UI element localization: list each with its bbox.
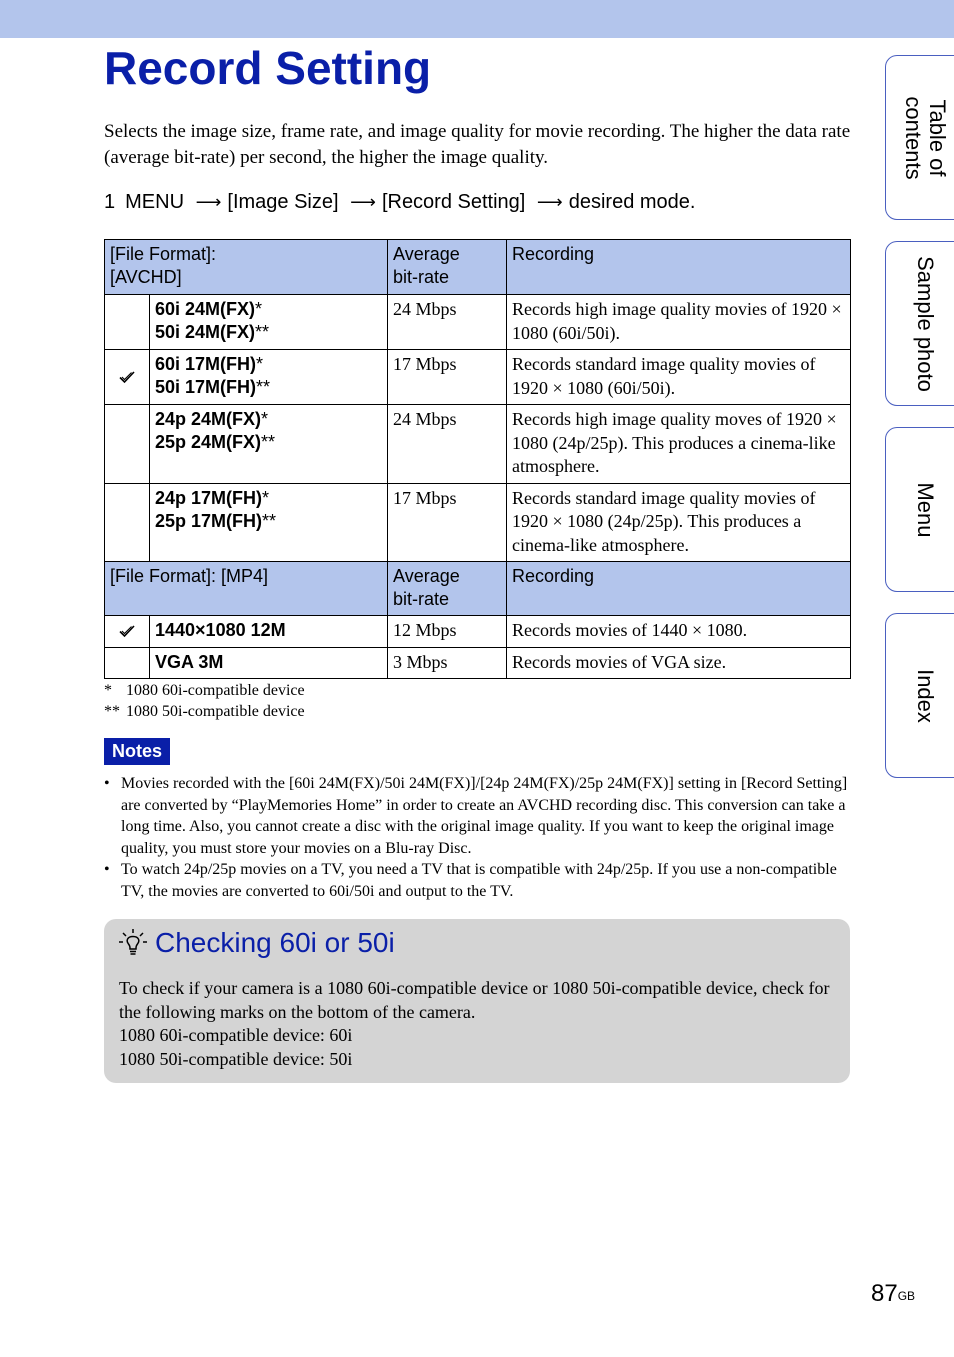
tab-menu[interactable]: Menu xyxy=(885,427,954,592)
description-cell: Records standard image quality movies of 1920 × 1080 (24p/25p). This produces a cinema-like atmosphere. xyxy=(507,483,851,562)
bitrate-cell: 3 Mbps xyxy=(388,647,507,679)
notes-list xyxy=(104,773,850,902)
checkmark-icon xyxy=(119,370,135,384)
default-mark-cell xyxy=(105,295,150,350)
default-mark-cell xyxy=(105,405,150,484)
step-desired-mode: desired mode. xyxy=(568,191,696,213)
table-header-avchd xyxy=(105,240,851,295)
header-bitrate: Average bit-rate xyxy=(388,562,507,616)
top-color-bar xyxy=(0,0,954,38)
note-item: • Movies recorded with the [60i 24M(FX)/50i 24M(FX)]/[24p 24M(FX)/25p 24M(FX)] setting in [Record Setting] are converted by “PlayMemories Home” in order to create an AVCHD recording disc. This conversion can take a long time. Also, you cannot create a disc with the original image quality. If you want to keep the original image quality, you must store your movies on a Blu-ray Disc. xyxy=(104,773,850,859)
tip-box xyxy=(104,919,850,1083)
mode-cell: 60i 17M(FH)* 50i 17M(FH)** xyxy=(150,350,388,405)
mode-cell: 24p 17M(FH)* 25p 17M(FH)** xyxy=(150,483,388,562)
tip-body: To check if your camera is a 1080 60i-compatible device or 1080 50i-compatible device, check for the following marks on the bottom of the camera. 1080 60i-compatible device: 60i 1080 50i-compatible device: 50i xyxy=(119,978,830,1069)
arrow-right-icon: ⟶ xyxy=(536,192,563,212)
lightbulb-icon xyxy=(118,928,148,958)
header-file-format-avchd: [File Format]: [AVCHD] xyxy=(105,240,388,295)
description-cell: Records high image quality movies of 1920 × 1080 (60i/50i). xyxy=(507,295,851,350)
description-cell: Records movies of 1440 × 1080. xyxy=(507,616,851,648)
description-cell: Records standard image quality movies of 1920 × 1080 (60i/50i). xyxy=(507,350,851,405)
arrow-right-icon: ⟶ xyxy=(350,192,376,212)
mode-cell: VGA 3M xyxy=(150,647,388,679)
page-title: Record Setting xyxy=(104,42,432,94)
footnotes xyxy=(104,680,305,722)
default-mark-cell xyxy=(105,616,150,648)
record-setting-table xyxy=(104,239,851,679)
footnote-60i: * 1080 60i-compatible device xyxy=(104,682,305,699)
default-mark-cell xyxy=(105,483,150,562)
bitrate-cell: 24 Mbps xyxy=(388,295,507,350)
mode-cell: 1440×1080 12M xyxy=(150,616,388,648)
intro-paragraph: Selects the image size, frame rate, and image quality for movie recording. The higher the data rate (average bit-rate) per second, the higher the image quality. xyxy=(104,121,851,168)
arrow-right-icon: ⟶ xyxy=(195,192,222,212)
bitrate-cell: 24 Mbps xyxy=(388,405,507,484)
table-row xyxy=(105,295,851,350)
step-number: 1 xyxy=(104,191,116,213)
mode-cell: 60i 24M(FX)* 50i 24M(FX)** xyxy=(150,295,388,350)
bitrate-cell: 12 Mbps xyxy=(388,616,507,648)
header-bitrate: Average bit-rate xyxy=(388,240,507,295)
mode-cell: 24p 24M(FX)* 25p 24M(FX)** xyxy=(150,405,388,484)
tab-sample-photo[interactable]: Sample photo xyxy=(885,241,954,406)
note-item: • To watch 24p/25p movies on a TV, you need a TV that is compatible with 24p/25p. If you use a non-compatible TV, the movies are converted to 60i/50i and output to the TV. xyxy=(104,859,850,902)
table-header-mp4 xyxy=(105,562,851,616)
page-number: $87^{GB}$ xyxy=(871,1280,916,1307)
table-row xyxy=(105,350,851,405)
description-cell: Records high image quality moves of 1920 × 1080 (24p/25p). This produces a cinema-like atmosphere. xyxy=(507,405,851,484)
header-recording: Recording xyxy=(507,562,851,616)
table-row xyxy=(105,483,851,562)
default-mark-cell xyxy=(105,350,150,405)
tip-title: Checking 60i or 50i xyxy=(155,927,395,958)
step-record-setting: [Record Setting] xyxy=(381,191,526,213)
default-mark-cell xyxy=(105,647,150,679)
header-file-format-mp4: [File Format]: [MP4] xyxy=(105,562,388,616)
menu-step-instruction xyxy=(104,189,695,215)
footnote-50i: ** 1080 50i-compatible device xyxy=(104,703,305,720)
table-row xyxy=(105,616,851,648)
table-row xyxy=(105,647,851,679)
tab-index[interactable]: Index xyxy=(885,613,954,778)
step-menu: MENU xyxy=(125,191,185,213)
step-image-size: [Image Size] xyxy=(227,191,339,213)
description-cell: Records movies of VGA size. xyxy=(507,647,851,679)
bitrate-cell: 17 Mbps xyxy=(388,483,507,562)
tab-table-of-contents[interactable]: Table of contents xyxy=(885,55,954,220)
header-recording: Recording xyxy=(507,240,851,295)
notes-label: Notes xyxy=(104,738,170,765)
bitrate-cell: 17 Mbps xyxy=(388,350,507,405)
checkmark-icon xyxy=(119,624,135,638)
table-row xyxy=(105,405,851,484)
